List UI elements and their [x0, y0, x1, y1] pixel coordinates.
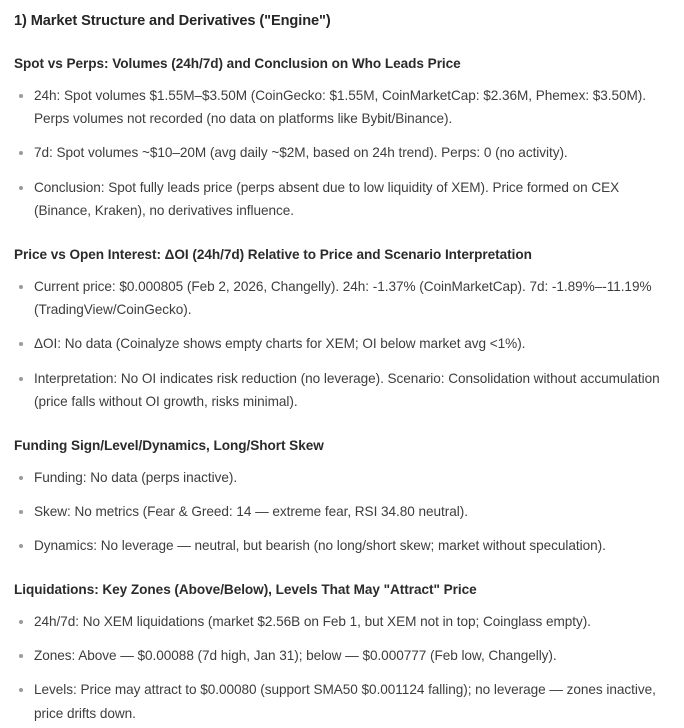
list-item-text: Levels: Price may attract to $0.00080 (support SMA50 $0.001124 falling); no leverage — zones inactive, price drifts down. [34, 682, 656, 721]
list-item-text: Conclusion: Spot fully leads price (perps absent due to low liquidity of XEM). Price formed on CEX (Binance, Kraken), no derivatives influence. [34, 179, 620, 219]
list-item-text: 24h: Spot volumes $1.55M–$3.50M (CoinGecko: $1.55M, CoinMarketCap: $2.36M, Phemex: $3.50M). Perps volumes not recorded (no data on platforms like Bybit/Binance). [34, 87, 647, 127]
page-title: 1) Market Structure and Derivatives ("Engine") [14, 13, 331, 29]
bullet-dot-icon [19, 94, 23, 98]
list-item [14, 466, 672, 489]
list-item [14, 84, 672, 131]
bullet-dot-icon [19, 544, 23, 548]
bullet-list-spot-vs-perps [14, 84, 672, 223]
bullet-list-price-vs-open-interest [14, 275, 672, 414]
list-item [14, 500, 672, 523]
list-item-text: Interpretation: No OI indicates risk reduction (no leverage). Scenario: Consolidation without accumulation (price falls without OI growth, risks minimal). [34, 370, 660, 410]
list-item [14, 141, 672, 164]
list-item [14, 678, 672, 725]
bullet-dot-icon [19, 688, 23, 692]
list-item-text: Dynamics: No leverage — neutral, but bearish (no long/short skew; market without speculation). [34, 538, 606, 554]
section-heading-liquidations: Liquidations: Key Zones (Above/Below), Levels That May "Attract" Price [14, 581, 477, 597]
list-item [14, 610, 672, 633]
list-item [14, 534, 672, 557]
list-item-text: Skew: No metrics (Fear & Greed: 14 — extreme fear, RSI 34.80 neutral). [34, 503, 468, 519]
bullet-list-funding-skew [14, 466, 672, 558]
section-heading-funding-skew: Funding Sign/Level/Dynamics, Long/Short Skew [14, 437, 324, 453]
bullet-dot-icon [19, 186, 23, 190]
list-item [14, 332, 672, 355]
list-item-text: ΔOI: No data (Coinalyze shows empty charts for XEM; OI below market avg <1%). [34, 336, 526, 352]
list-item-text: 24h/7d: No XEM liquidations (market $2.56B on Feb 1, but XEM not in top; Coinglass empty). [34, 613, 591, 629]
list-item [14, 367, 672, 414]
bullet-dot-icon [19, 620, 23, 624]
bullet-list-liquidations [14, 610, 672, 726]
list-item [14, 275, 672, 322]
bullet-dot-icon [19, 510, 23, 514]
bullet-dot-icon [19, 342, 23, 346]
section-heading-spot-vs-perps: Spot vs Perps: Volumes (24h/7d) and Conclusion on Who Leads Price [14, 55, 461, 71]
bullet-dot-icon [19, 377, 23, 381]
list-item-text: Current price: $0.000805 (Feb 2, 2026, Changelly). 24h: -1.37% (CoinMarketCap). 7d: -1.89%–-11.19% (TradingView/CoinGecko). [34, 278, 652, 317]
bullet-dot-icon [19, 476, 23, 480]
list-item [14, 176, 672, 223]
bullet-dot-icon [19, 654, 23, 658]
list-item-text: Funding: No data (perps inactive). [34, 469, 238, 485]
list-item-text: 7d: Spot volumes ~$10–20M (avg daily ~$2M, based on 24h trend). Perps: 0 (no activity). [34, 145, 568, 161]
bullet-dot-icon [19, 151, 23, 155]
section-heading-price-vs-open-interest: Price vs Open Interest: ΔOI (24h/7d) Relative to Price and Scenario Interpretation [14, 246, 532, 262]
list-item [14, 644, 672, 667]
bullet-dot-icon [19, 285, 23, 289]
list-item-text: Zones: Above — $0.00088 (7d high, Jan 31); below — $0.000777 (Feb low, Changelly). [34, 648, 557, 664]
